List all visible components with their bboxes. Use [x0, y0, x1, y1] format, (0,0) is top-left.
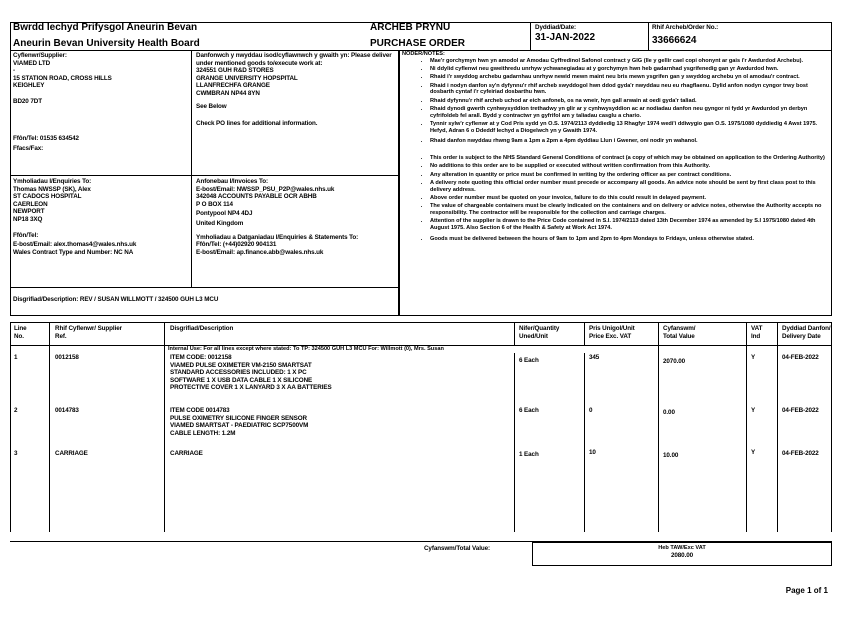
delivery-line: CWMBRAN NP44 8YN	[196, 89, 260, 97]
enquiries-line: NP18 3XQ	[13, 215, 43, 223]
cell-line: 1	[14, 354, 18, 361]
note-item: • The value of chargeable containers must be clearly indicated on the containers and on delivery or advice notes, otherwise the Authority accepts no responsibility. The contractor will be responsible for the collection and carriage charges.	[430, 203, 828, 216]
cell-unit-price: 10	[589, 449, 596, 456]
enquiries-label: Ymholiadau I/Enquiries To:	[13, 178, 92, 185]
invoices-line: United Kingdom	[196, 219, 244, 227]
note-item: • Goods must be delivered between the hours of 9am to 1pm and 2pm to 4pm Mondays to Fridays, unless otherwise stated.	[430, 236, 828, 243]
note-item: • Rhaid i'r swyddog archebu gadarnhau unrhyw newid mewn maint neu bris mewn ysgrifen gan y swyddog archebu yn ol amodau'r contract.	[430, 74, 828, 81]
cell-description: ITEM CODE: 0012158 VIAMED PULSE OXIMETER VM-2150 SMARTSAT STANDARD ACCESSORIES INCLUDED: 1 X PC SOFTWARE 1 X USB DATA CABLE 1 X SILICONE PROTECTIVE COVER 1 X LANYARD 3 X AA BATTERIES	[170, 354, 332, 392]
note-item: • Rhaid dyfynnu'r rhif archeb uchod ar eich anfoneb, os na wneir, hyn gall arwain at oedi gyda'r taliad.	[430, 98, 828, 105]
cell-delivery-date: 04-FEB-2022	[782, 450, 819, 457]
supplier-label: Cyflenwr/Supplier:	[13, 52, 67, 59]
enquiries-line: ST CADOCS HOSPITAL	[13, 193, 82, 201]
exc-vat-value: 2080.00	[670, 551, 694, 559]
cell-line: 2	[14, 407, 18, 414]
invoices-line: Pontypool NP4 4DJ	[196, 210, 253, 218]
enquiries-line: NEWPORT	[13, 208, 45, 216]
invoices-email-link[interactable]: E-bost/Email: NWSSP_PSU_P2P@wales.nhs.uk	[196, 185, 335, 193]
enquiries-line: Thomas NWSSP (SK), Alex	[13, 185, 91, 193]
statements-email-link[interactable]: E-bost/Email: ap.finance.abb@wales.nhs.uk	[196, 248, 324, 256]
supplier-line: KEIGHLEY	[13, 82, 45, 90]
enquiries-block	[13, 178, 189, 256]
note-item: • A delivery note quoting this official order number must precede or accompany all goods. An advice note should be sent by first class post to this delivery address.	[430, 180, 828, 193]
exc-vat-label: Heb TAW/Exc VAT	[658, 545, 706, 551]
org-name	[13, 22, 200, 50]
note-item: • Ni ddylid cyflenwi neu gweithredu unrhyw ychwanegiadau at y gorchymyn hwn heb gadarnhad ysgrifenedig gan yr Awdurdod hwn.	[430, 66, 828, 73]
order-description: Disgrifiad/Description: REV / SUSAN WILLMOTT / 324500 GUH L3 MCU	[13, 296, 219, 303]
cell-quantity: 6 Each	[519, 407, 539, 414]
enquiries-line: CAERLEON	[13, 200, 48, 208]
invoices-line: 342048 ACCOUNTS PAYABLE OCR ABHB	[196, 193, 317, 201]
note-item: • Rhaid danfon nwyddau rhwng 9am a 1pm a 2pm a 4pm dyddiau Llun i Gwener, oni nodir yn wahanol.	[430, 138, 828, 145]
notes-welsh	[402, 58, 828, 145]
check-po-lines: Check PO lines for additional information.	[196, 120, 318, 128]
delivery-line: GRANGE UNIVERSITY HOPSPITAL	[196, 74, 298, 82]
note-item: • Any alteration in quantity or price must be confirmed in writing by the ordering officer as per contract conditions.	[430, 172, 828, 179]
invoices-label: Anfonebau I/Invoices To:	[196, 178, 269, 185]
cell-line: 3	[14, 450, 18, 457]
enquiries-email-link[interactable]: E-bost/Email: alex.thomas4@wales.nhs.uk	[13, 241, 137, 249]
date-cell	[535, 24, 595, 44]
supplier-name: VIAMED LTD	[13, 59, 51, 67]
cell-unit-price: 0	[589, 407, 593, 414]
invoices-line: P O BOX 114	[196, 200, 233, 208]
page-number: Page 1 of 1	[785, 586, 828, 595]
supplier-postcode: BD20 7DT	[13, 97, 42, 105]
delivery-line: LLANFRECHFA GRANGE	[196, 82, 270, 90]
note-item: • Attention of the supplier is drawn to the Price Code contained in S.I. 1974/2113 dated 13th December 1974 as amended by S.I 1975/1080 dated 4th August 1975. Also Section 6 of the Health & Safety at Work Act 1974.	[430, 218, 828, 231]
delivery-label: Danfonwch y nwyddau isod/cyflawnwch y gwaith yn: Please deliver under mentioned goods to/execute work at:	[196, 52, 392, 67]
cell-total: 10.00	[663, 452, 679, 459]
cell-quantity: 1 Each	[519, 451, 539, 458]
cell-vat: Y	[751, 449, 756, 456]
col-header-line: Line No.	[14, 325, 27, 340]
order-no-cell	[652, 24, 718, 47]
col-header-supplier-ref: Rhif Cyflenwr/ Supplier Ref.	[55, 325, 122, 340]
cell-vat: Y	[751, 407, 756, 414]
total-value-label: Cyfanswm/Total Value:	[423, 545, 490, 552]
supplier-line: -	[13, 67, 15, 75]
total-exc-vat-box	[532, 542, 832, 566]
note-item: • Tynnir sylw'r cyflenwr at y Cod Pris sydd yn O.S. 1974/2113 dyddiedig 13 Rhagfyr 1974 wedi'i ddiwygio gan O.S. 1975/1080 dyddiedig 4 Awst 1975. Hefyd, Adran 6 o Ddeddf Iechyd a Diogelwch yn y Gwaith 1974.	[430, 121, 828, 134]
cell-ref: CARRIAGE	[55, 450, 88, 457]
notes-block	[402, 51, 828, 244]
cell-ref: 0014783	[55, 407, 79, 414]
cell-vat: Y	[751, 354, 756, 361]
org-english: Aneurin Bevan University Health Board	[13, 38, 200, 49]
cell-delivery-date: 04-FEB-2022	[782, 407, 819, 414]
col-header-total: Cyfanswm/ Total Value	[663, 325, 696, 340]
delivery-line: 324551 GUH R&D STORES	[196, 67, 274, 75]
note-item: • Rhaid dynodi gwerth cynhwysyddion trethadwy yn glir ar y cynhwysyddion ac ar nodiadau danfon neu gyngor ni fydd yr Awdurdod yn derbyn cyfrifoldeb fel arall. Bydd y contractwr yn gyfrifol am y taliadau casglu a chario.	[430, 106, 828, 119]
contract-type: Wales Contract Type and Number: NC NA	[13, 248, 134, 256]
supplier-block	[13, 52, 189, 152]
cell-quantity: 6 Each	[519, 357, 539, 364]
note-item: • No additions to this order are to be supplied or executed without written confirmation from this Authority.	[430, 163, 828, 170]
note-item: • This order is subject to the NHS Standard General Conditions of contract (a copy of which may be obtained on application to the Ordering Authority)	[430, 155, 828, 162]
title-english: PURCHASE ORDER	[370, 38, 466, 49]
title-welsh: ARCHEB PRYNU	[370, 22, 451, 33]
col-header-unit-price: Pris Unigol/Unit Price Exc. VAT	[589, 325, 635, 340]
col-header-quantity: Nifer/Quantity Uned/Unit	[519, 325, 560, 340]
supplier-fax: Ffacs/Fax:	[13, 144, 44, 152]
cell-description: ITEM CODE 0014783 PULSE OXIMETRY SILICONE FINGER SENSOR VIAMED SMARTSAT - PAEDIATRIC SCP7500VM CABLE LENGTH: 1.2M	[170, 407, 309, 437]
invoices-block	[196, 178, 396, 256]
note-item: • Mae'r gorchymyn hwn yn amodol ar Amodau Cyffredinol Safonol contract y GIG (lle y gellir cael copi ohonynt ar gais i'r Awdurdod Archebu).	[430, 58, 828, 65]
cell-description: CARRIAGE	[170, 450, 203, 457]
doc-title	[370, 22, 465, 50]
notes-label: NODER/NOTES:	[402, 51, 445, 57]
cell-delivery-date: 04-FEB-2022	[782, 354, 819, 361]
statements-tel: Ffôn/Tel: (+44)02920 904131	[196, 241, 277, 249]
org-welsh: Bwrdd Iechyd Prifysgol Aneurin Bevan	[13, 22, 198, 33]
statements-label: Ymholiadau a Datganiadau I/Enquiries & Statements To:	[196, 233, 359, 241]
cell-total: 2070.00	[663, 358, 686, 365]
notes-english	[402, 155, 828, 242]
date-label: Dyddiad/Date:	[535, 24, 577, 31]
order-value: 33666624	[652, 34, 697, 46]
note-item: • Above order number must be quoted on your invoice, failure to do this could result in delayed payment.	[430, 195, 828, 202]
col-header-description: Disgrifiad/Description	[170, 325, 234, 332]
col-header-delivery-date: Dyddiad Danfon/ Delivery Date	[782, 325, 831, 340]
cell-total: 0.00	[663, 409, 675, 416]
note-item: • Rhaid i nodyn danfon sy'n dyfynnu'r rhif archeb swyddogol hwn ddod gyda'r nwyddau neu eu rhagflaenu. Dylid anfon nodyn cyngor trwy bost dosbarth cyntaf i'r cyfeiriad dosbarthu hwn.	[430, 83, 828, 96]
see-below: See Below	[196, 102, 227, 110]
line-items-table	[10, 322, 832, 532]
totals-row	[10, 541, 832, 567]
delivery-block	[196, 52, 394, 128]
supplier-tel: Ffôn/Tel: 01535 634542	[13, 135, 79, 143]
date-value: 31-JAN-2022	[535, 31, 596, 43]
col-header-vat: VAT Ind	[751, 325, 763, 340]
internal-use-note: Internal Use: For all lines except where stated: To TP: 324500 GUH L3 MCU For: Willmott (0), Mrs. Susan	[168, 346, 588, 353]
enquiries-tel: Ffôn/Tel:	[13, 231, 39, 239]
cell-ref: 0012158	[55, 354, 79, 361]
order-label: Rhif Archeb/Order No.:	[652, 24, 719, 31]
cell-unit-price: 345	[589, 354, 600, 361]
supplier-line: 15 STATION ROAD, CROSS HILLS	[13, 74, 112, 82]
